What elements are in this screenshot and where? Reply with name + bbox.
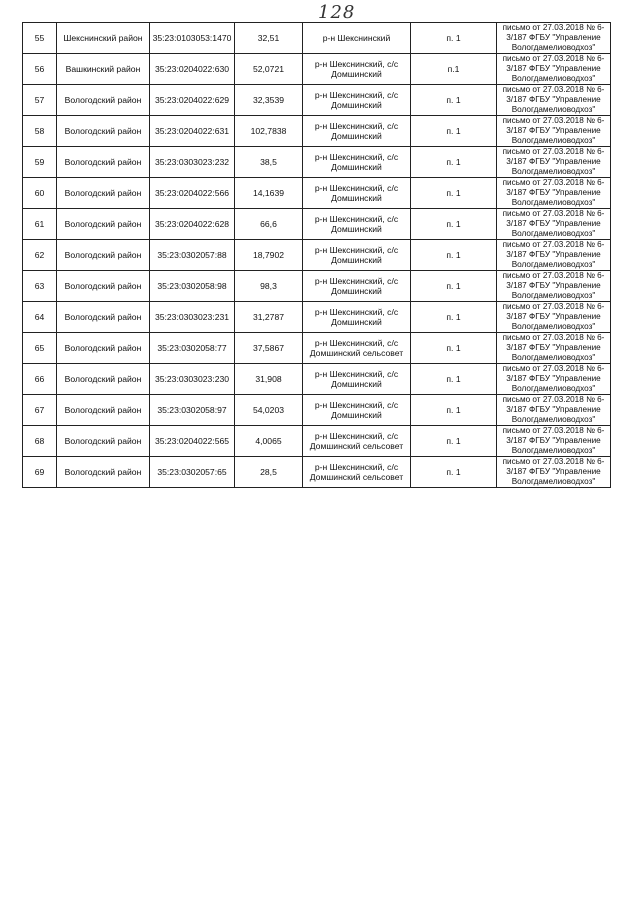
cadastral-number-cell: 35:23:0204022:629 [150, 85, 235, 116]
cadastral-number-cell: 35:23:0302058:98 [150, 271, 235, 302]
area-cell: 31,908 [235, 364, 303, 395]
district-cell: Вологодский район [57, 302, 150, 333]
table-row [23, 23, 611, 54]
cadastral-number-cell: 35:23:0204022:565 [150, 426, 235, 457]
location-cell: р-н Шекснинский, с/с Домшинский [303, 54, 411, 85]
document-cell: письмо от 27.03.2018 № 6-3/187 ФГБУ "Управление Вологдамелиоводхоз" [497, 333, 611, 364]
cadastral-number-cell: 35:23:0204022:628 [150, 209, 235, 240]
clause-cell: п. 1 [411, 240, 497, 271]
clause-cell: п. 1 [411, 457, 497, 488]
district-cell: Вологодский район [57, 116, 150, 147]
location-cell: р-н Шекснинский, с/с Домшинский [303, 302, 411, 333]
location-cell: р-н Шекснинский, с/с Домшинский [303, 240, 411, 271]
cadastral-number-cell: 35:23:0302058:97 [150, 395, 235, 426]
area-cell: 54,0203 [235, 395, 303, 426]
clause-cell: п. 1 [411, 426, 497, 457]
row-number-cell: 63 [23, 271, 57, 302]
document-cell: письмо от 27.03.2018 № 6-3/187 ФГБУ "Управление Вологдамелиоводхоз" [497, 178, 611, 209]
row-number-cell: 57 [23, 85, 57, 116]
clause-cell: п. 1 [411, 395, 497, 426]
table-row [23, 426, 611, 457]
location-cell: р-н Шекснинский, с/с Домшинский сельсовет [303, 426, 411, 457]
table-row [23, 240, 611, 271]
clause-cell: п. 1 [411, 116, 497, 147]
district-cell: Вологодский район [57, 364, 150, 395]
cadastral-number-cell: 35:23:0303023:232 [150, 147, 235, 178]
district-cell: Вологодский район [57, 457, 150, 488]
cadastral-number-cell: 35:23:0103053:1470 [150, 23, 235, 54]
area-cell: 14,1639 [235, 178, 303, 209]
area-cell: 32,51 [235, 23, 303, 54]
document-cell: письмо от 27.03.2018 № 6-3/187 ФГБУ "Управление Вологдамелиоводхоз" [497, 240, 611, 271]
clause-cell: п. 1 [411, 333, 497, 364]
clause-cell: п. 1 [411, 271, 497, 302]
row-number-cell: 62 [23, 240, 57, 271]
district-cell: Вологодский район [57, 271, 150, 302]
cadastral-number-cell: 35:23:0302057:65 [150, 457, 235, 488]
table-row [23, 178, 611, 209]
location-cell: р-н Шекснинский, с/с Домшинский [303, 209, 411, 240]
table-row [23, 395, 611, 426]
district-cell: Вологодский район [57, 240, 150, 271]
row-number-cell: 58 [23, 116, 57, 147]
area-cell: 98,3 [235, 271, 303, 302]
area-cell: 28,5 [235, 457, 303, 488]
district-cell: Вологодский район [57, 426, 150, 457]
document-cell: письмо от 27.03.2018 № 6-3/187 ФГБУ "Управление Вологдамелиоводхоз" [497, 302, 611, 333]
document-cell: письмо от 27.03.2018 № 6-3/187 ФГБУ "Управление Вологдамелиоводхоз" [497, 426, 611, 457]
document-cell: письмо от 27.03.2018 № 6-3/187 ФГБУ "Управление Вологдамелиоводхоз" [497, 209, 611, 240]
row-number-cell: 64 [23, 302, 57, 333]
district-cell: Вологодский район [57, 209, 150, 240]
table-row [23, 333, 611, 364]
document-cell: письмо от 27.03.2018 № 6-3/187 ФГБУ "Управление Вологдамелиоводхоз" [497, 54, 611, 85]
location-cell: р-н Шекснинский, с/с Домшинский [303, 178, 411, 209]
table-row [23, 457, 611, 488]
location-cell: р-н Шекснинский, с/с Домшинский [303, 147, 411, 178]
district-cell: Вашкинский район [57, 54, 150, 85]
location-cell: р-н Шекснинский, с/с Домшинский [303, 364, 411, 395]
table-row [23, 271, 611, 302]
row-number-cell: 65 [23, 333, 57, 364]
location-cell: р-н Шекснинский, с/с Домшинский [303, 271, 411, 302]
table-row [23, 116, 611, 147]
document-cell: письмо от 27.03.2018 № 6-3/187 ФГБУ "Управление Вологдамелиоводхоз" [497, 147, 611, 178]
document-cell: письмо от 27.03.2018 № 6-3/187 ФГБУ "Управление Вологдамелиоводхоз" [497, 395, 611, 426]
clause-cell: п. 1 [411, 178, 497, 209]
location-cell: р-н Шекснинский, с/с Домшинский [303, 116, 411, 147]
area-cell: 18,7902 [235, 240, 303, 271]
clause-cell: п.1 [411, 54, 497, 85]
row-number-cell: 69 [23, 457, 57, 488]
area-cell: 38,5 [235, 147, 303, 178]
row-number-cell: 66 [23, 364, 57, 395]
area-cell: 31,2787 [235, 302, 303, 333]
district-cell: Вологодский район [57, 333, 150, 364]
row-number-cell: 56 [23, 54, 57, 85]
cadastral-number-cell: 35:23:0204022:566 [150, 178, 235, 209]
clause-cell: п. 1 [411, 23, 497, 54]
cadastral-number-cell: 35:23:0204022:630 [150, 54, 235, 85]
row-number-cell: 67 [23, 395, 57, 426]
clause-cell: п. 1 [411, 147, 497, 178]
location-cell: р-н Шекснинский, с/с Домшинский [303, 395, 411, 426]
area-cell: 32,3539 [235, 85, 303, 116]
area-cell: 37,5867 [235, 333, 303, 364]
table-body [23, 23, 611, 488]
table-row [23, 85, 611, 116]
cadastral-number-cell: 35:23:0303023:230 [150, 364, 235, 395]
document-cell: письмо от 27.03.2018 № 6-3/187 ФГБУ "Управление Вологдамелиоводхоз" [497, 23, 611, 54]
row-number-cell: 68 [23, 426, 57, 457]
table-row [23, 302, 611, 333]
row-number-cell: 59 [23, 147, 57, 178]
district-cell: Шекснинский район [57, 23, 150, 54]
document-cell: письмо от 27.03.2018 № 6-3/187 ФГБУ "Управление Вологдамелиоводхоз" [497, 85, 611, 116]
row-number-cell: 61 [23, 209, 57, 240]
area-cell: 4,0065 [235, 426, 303, 457]
table-row [23, 364, 611, 395]
clause-cell: п. 1 [411, 209, 497, 240]
location-cell: р-н Шекснинский, с/с Домшинский сельсовет [303, 457, 411, 488]
cadastral-number-cell: 35:23:0302058:77 [150, 333, 235, 364]
row-number-cell: 55 [23, 23, 57, 54]
location-cell: р-н Шекснинский, с/с Домшинский [303, 85, 411, 116]
cadastral-number-cell: 35:23:0204022:631 [150, 116, 235, 147]
document-cell: письмо от 27.03.2018 № 6-3/187 ФГБУ "Управление Вологдамелиоводхоз" [497, 457, 611, 488]
district-cell: Вологодский район [57, 85, 150, 116]
district-cell: Вологодский район [57, 178, 150, 209]
clause-cell: п. 1 [411, 302, 497, 333]
cadastral-number-cell: 35:23:0302057:88 [150, 240, 235, 271]
document-cell: письмо от 27.03.2018 № 6-3/187 ФГБУ "Управление Вологдамелиоводхоз" [497, 116, 611, 147]
location-cell: р-н Шекснинский, с/с Домшинский сельсовет [303, 333, 411, 364]
area-cell: 102,7838 [235, 116, 303, 147]
district-cell: Вологодский район [57, 147, 150, 178]
table-row [23, 209, 611, 240]
table-row [23, 54, 611, 85]
document-cell: письмо от 27.03.2018 № 6-3/187 ФГБУ "Управление Вологдамелиоводхоз" [497, 271, 611, 302]
cadastral-number-cell: 35:23:0303023:231 [150, 302, 235, 333]
document-cell: письмо от 27.03.2018 № 6-3/187 ФГБУ "Управление Вологдамелиоводхоз" [497, 364, 611, 395]
land-plots-table [22, 22, 611, 488]
area-cell: 52,0721 [235, 54, 303, 85]
row-number-cell: 60 [23, 178, 57, 209]
area-cell: 66,6 [235, 209, 303, 240]
clause-cell: п. 1 [411, 85, 497, 116]
district-cell: Вологодский район [57, 395, 150, 426]
page-number: 128 [318, 2, 356, 23]
table-row [23, 147, 611, 178]
location-cell: р-н Шекснинский [303, 23, 411, 54]
clause-cell: п. 1 [411, 364, 497, 395]
